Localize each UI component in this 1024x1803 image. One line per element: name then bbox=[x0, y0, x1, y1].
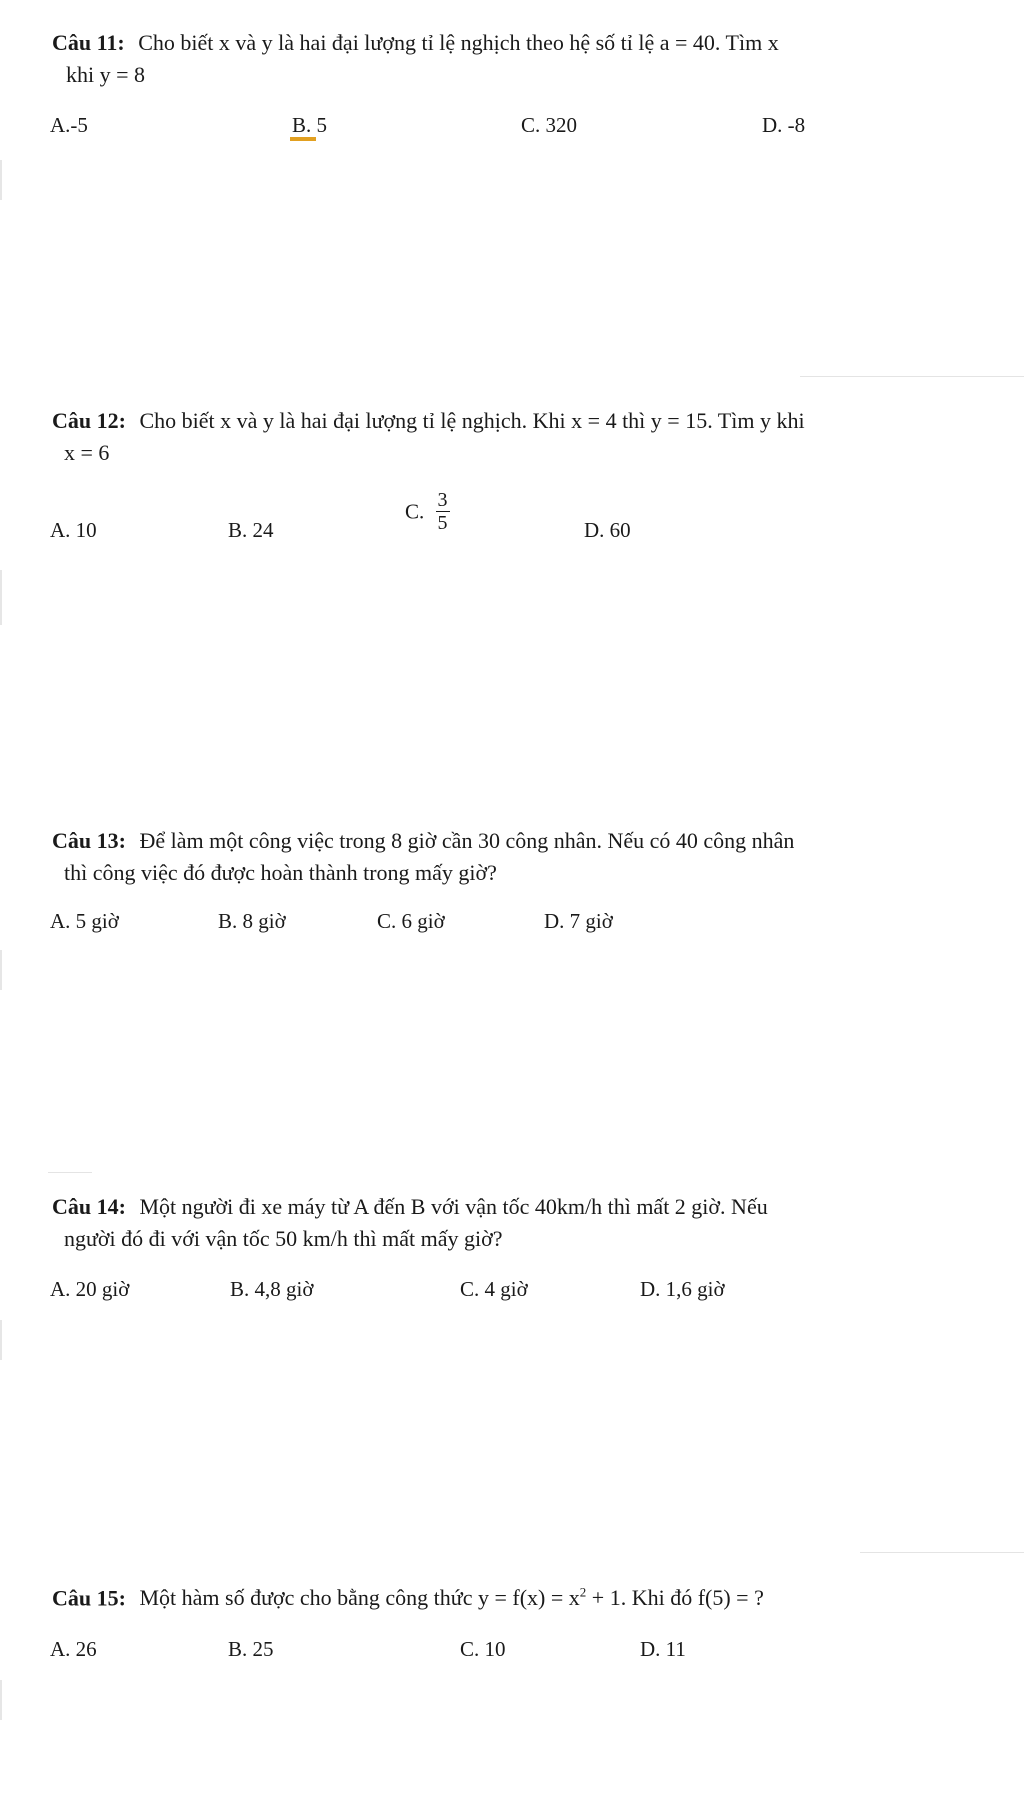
option-d[interactable]: D. 1,6 giờ bbox=[640, 1277, 725, 1301]
option-b[interactable]: B. 25 bbox=[228, 1637, 274, 1661]
edge-line bbox=[0, 160, 2, 200]
question-15-label: Câu 15: bbox=[52, 1585, 126, 1611]
option-b[interactable]: B. 24 bbox=[228, 518, 274, 542]
option-d[interactable]: D. 7 giờ bbox=[544, 909, 613, 933]
option-a[interactable]: A.-5 bbox=[50, 113, 88, 137]
question-14-line1 bbox=[52, 1194, 768, 1220]
fraction-numerator: 3 bbox=[437, 489, 448, 511]
edge-line bbox=[0, 1680, 2, 1720]
option-c[interactable]: C. 10 bbox=[460, 1637, 506, 1661]
question-14-line2: người đó đi với vận tốc 50 km/h thì mất mấy giờ? bbox=[64, 1226, 503, 1251]
question-13-line2: thì công việc đó được hoàn thành trong mấy giờ? bbox=[64, 860, 497, 885]
option-a[interactable]: A. 26 bbox=[50, 1637, 97, 1661]
edge-line bbox=[0, 1320, 2, 1360]
question-12-text: Cho biết x và y là hai đại lượng tỉ lệ nghịch. Khi x = 4 thì y = 15. Tìm y khi bbox=[139, 408, 805, 433]
question-13-line1 bbox=[52, 828, 794, 854]
separator bbox=[48, 1172, 92, 1173]
option-a[interactable]: A. 20 giờ bbox=[50, 1277, 130, 1301]
question-15-text-b: + 1. Khi đó f(5) = ? bbox=[586, 1585, 764, 1611]
question-14-text: Một người đi xe máy từ A đến B với vận tốc 40km/h thì mất 2 giờ. Nếu bbox=[139, 1194, 768, 1219]
option-b[interactable]: B. 8 giờ bbox=[218, 909, 286, 933]
question-13-label: Câu 13: bbox=[52, 828, 126, 853]
option-c[interactable] bbox=[405, 489, 450, 534]
option-c-prefix: C. bbox=[405, 499, 425, 524]
question-15-superscript: 2 bbox=[579, 1585, 587, 1600]
option-c[interactable]: C. 4 giờ bbox=[460, 1277, 528, 1301]
option-c-fraction bbox=[436, 489, 450, 534]
option-a[interactable]: A. 5 giờ bbox=[50, 909, 119, 933]
question-15-line1 bbox=[52, 1580, 764, 1611]
question-12-label: Câu 12: bbox=[52, 408, 126, 433]
edge-line bbox=[0, 950, 2, 990]
separator bbox=[800, 376, 1024, 377]
option-b[interactable]: B. 4,8 giờ bbox=[230, 1277, 314, 1301]
question-11-label: Câu 11: bbox=[52, 30, 125, 55]
option-a[interactable]: A. 10 bbox=[50, 518, 97, 542]
question-13-text: Để làm một công việc trong 8 giờ cần 30 công nhân. Nếu có 40 công nhân bbox=[139, 828, 795, 853]
highlight-mark bbox=[290, 137, 316, 141]
edge-line bbox=[0, 570, 2, 625]
question-15-text-a: Một hàm số được cho bằng công thức y = f(x) = x bbox=[139, 1585, 580, 1611]
question-12-line1 bbox=[52, 408, 805, 434]
option-d[interactable]: D. 60 bbox=[584, 518, 631, 542]
option-d[interactable]: D. -8 bbox=[762, 113, 806, 137]
option-c[interactable]: C. 6 giờ bbox=[377, 909, 445, 933]
option-b[interactable]: B. 5 bbox=[292, 113, 328, 137]
fraction-denominator: 5 bbox=[437, 512, 448, 534]
option-c[interactable]: C. 320 bbox=[521, 113, 578, 137]
question-11-text: Cho biết x và y là hai đại lượng tỉ lệ nghịch theo hệ số tỉ lệ a = 40. Tìm x bbox=[138, 30, 779, 55]
separator bbox=[860, 1552, 1024, 1553]
question-15-text bbox=[139, 1585, 763, 1610]
question-14-label: Câu 14: bbox=[52, 1194, 126, 1219]
question-12-line2: x = 6 bbox=[64, 440, 110, 465]
question-11-line2: khi y = 8 bbox=[66, 62, 146, 87]
option-d[interactable]: D. 11 bbox=[640, 1637, 686, 1661]
question-11-line1 bbox=[52, 30, 779, 56]
